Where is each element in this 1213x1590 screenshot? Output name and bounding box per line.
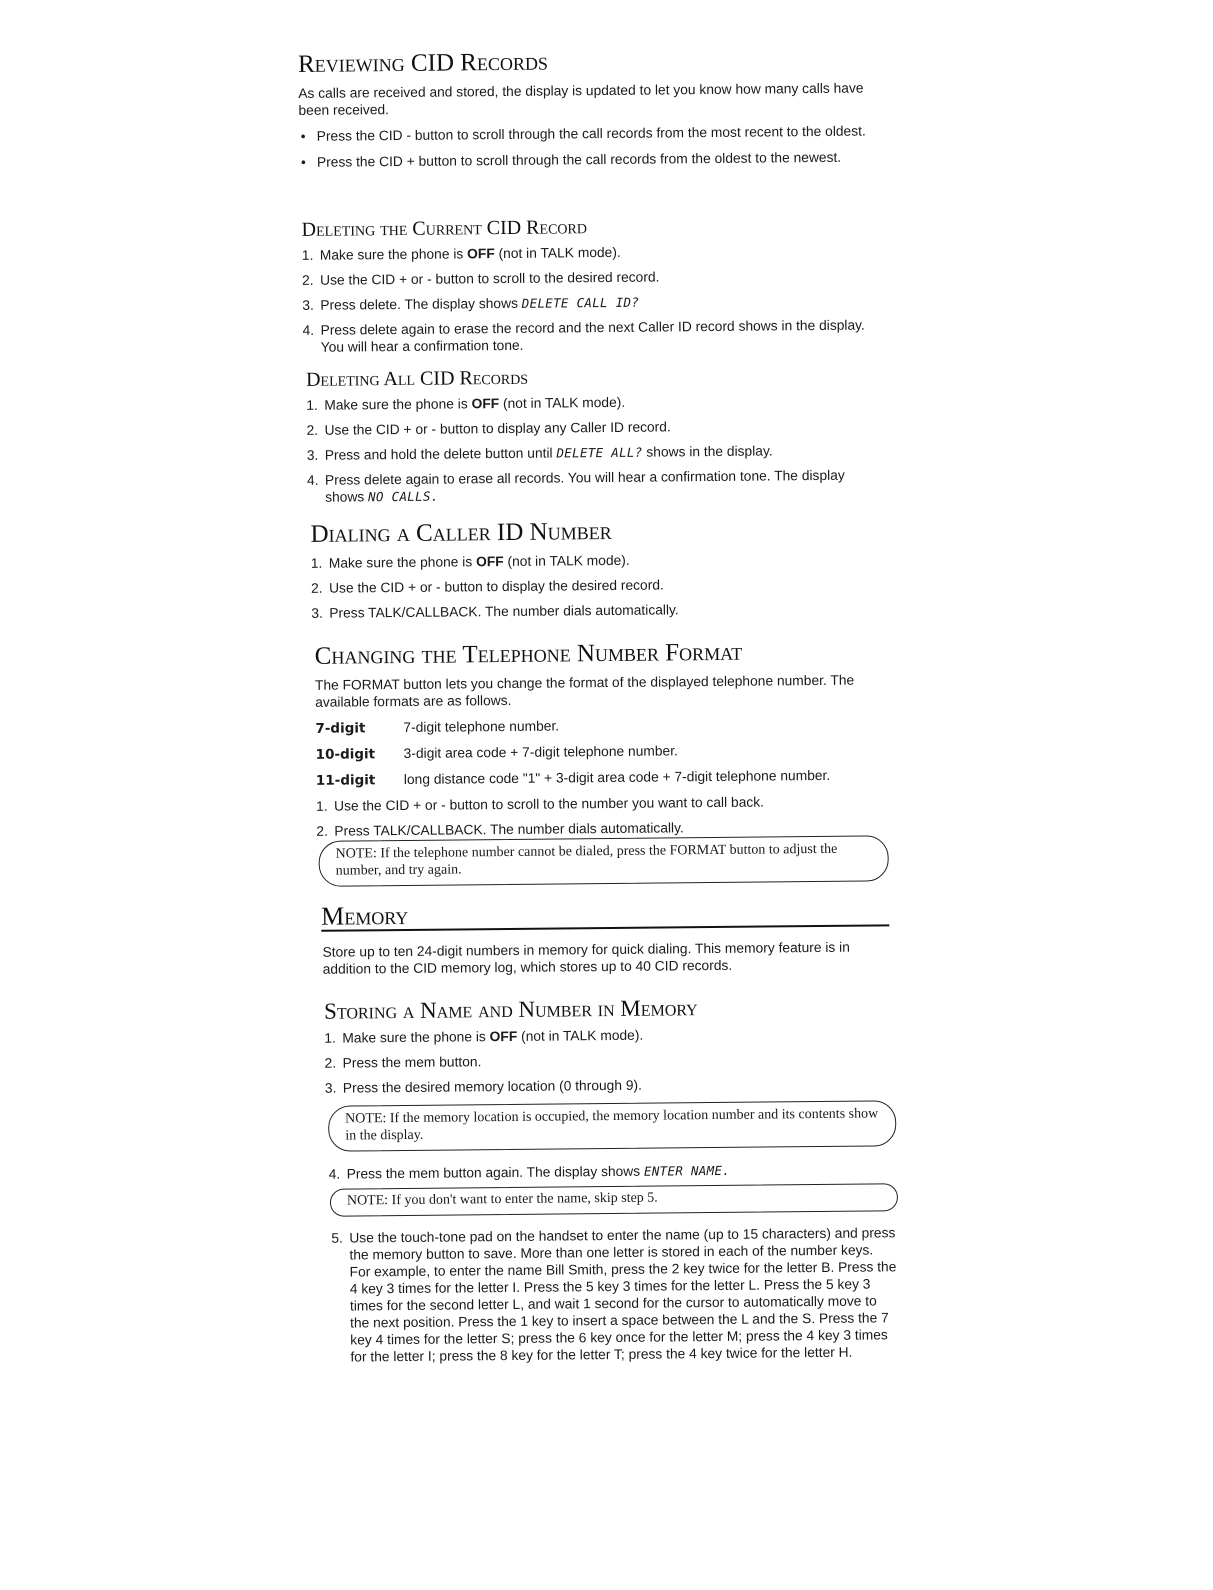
display-text: DELETE ALL? <box>556 444 643 461</box>
heading-memory: Memory <box>321 900 409 931</box>
heading-delete-all: Deleting All CID Records <box>305 366 529 391</box>
list-item: 2. Press the mem button. <box>324 1054 482 1072</box>
storing-steps-cont <box>329 1160 899 1182</box>
memory-intro-block <box>322 938 890 986</box>
format-row: 10-digit 3-digit area code + 7-digit telephone number. <box>315 742 678 763</box>
reviewing-bullets <box>299 122 874 171</box>
format-intro: The FORMAT button lets you change the format of the displayed telephone number. The available formats are as follows. <box>314 672 855 710</box>
list-item: 3. Press delete. The display shows DELETE CALL ID? <box>302 294 640 313</box>
format-row: 11-digit long distance code "1" + 3-digit area code + 7-digit telephone number. <box>315 767 831 789</box>
list-item: 3. Press TALK/CALLBACK. The number dials automatically. <box>311 601 679 621</box>
list-item: 1. Make sure the phone is OFF (not in TALK mode). <box>306 394 626 413</box>
heading-delete-current: Deleting the Current CID Record <box>301 216 588 241</box>
heading-storing: Storing a Name and Number in Memory <box>323 995 698 1024</box>
display-text: DELETE CALL ID? <box>521 294 640 311</box>
delete-current-steps <box>302 241 878 356</box>
list-item: 1. Make sure the phone is OFF (not in TALK mode). <box>324 1027 644 1047</box>
storing-step-5-block <box>331 1224 898 1373</box>
dialing-steps <box>311 549 887 622</box>
section-delete-current <box>302 213 878 364</box>
list-item: 1. Use the CID + or - button to scroll to the number you want to call back. <box>316 794 765 814</box>
section-memory <box>321 897 889 937</box>
heading-dialing: Dialing a Caller ID Number <box>310 517 612 548</box>
list-item: 2. Use the CID + or - button to scroll to the desired record. <box>302 269 660 288</box>
list-item: 4. Press delete again to erase all records. You will hear a confirmation tone. The display shows NO CALLS. <box>306 467 845 505</box>
list-item: 1. Make sure the phone is OFF (not in TALK mode). <box>301 244 621 263</box>
list-item: 2. Use the CID + or - button to display any Caller ID record. <box>306 419 671 438</box>
heading-reviewing: Reviewing CID Records <box>297 48 549 78</box>
reviewing-intro: As calls are received and stored, the display is updated to let you know how many calls have been received. <box>298 80 864 118</box>
list-item: 5. Use the touch-tone pad on the handset to enter the name (up to 15 characters) and press the memory button to save. More than one letter is stored in each of the number keys. For example, to enter the name Bill Smith, press the 2 key twice for the letter B. Press the 4 key 3 times for the letter I. Press the 5 key 3 times for the letter L. Press the 5 key 3 times for the second letter L, and wait 1 second for the cursor to automatically move to the next position. Press the 1 key to insert a space between the L and the S. Press the 7 key 4 times for the letter S; press the 6 key once for the letter M; press the 4 key 3 times for the letter I; press the 8 key for the letter T; press the 4 key twice for the letter H. <box>331 1225 897 1365</box>
storing-steps <box>324 1025 895 1097</box>
display-text: ENTER NAME. <box>643 1162 731 1179</box>
memory-intro: Store up to ten 24-digit numbers in memory for quick dialing. This memory feature is in addition to the CID memory log, which stores up to 40 CID records. <box>322 939 850 977</box>
section-dialing <box>310 515 886 629</box>
heading-format: Changing the Telephone Number Format <box>314 638 743 670</box>
list-item: 3. Press the desired memory location (0 through 9). <box>324 1078 642 1097</box>
storing-note-1: NOTE: If the memory location is occupied, the memory location number and its contents show in the display. <box>328 1100 896 1151</box>
list-item: 3. Press and hold the delete button until DELETE ALL? shows in the display. <box>306 443 773 463</box>
list-item: 4. Press delete again to erase the record and the next Caller ID record shows in the display. You will hear a confirmation tone. <box>302 317 865 355</box>
bullet-icon: • <box>300 128 306 144</box>
section-reviewing <box>298 45 874 179</box>
list-item: 2. Press TALK/CALLBACK. The number dials automatically. <box>316 819 684 839</box>
bullet-icon: • <box>300 154 306 170</box>
format-row: 7-digit 7-digit telephone number. <box>315 717 560 737</box>
section-delete-all <box>306 363 882 514</box>
list-item: 4. Press the mem button again. The display shows ENTER NAME. <box>328 1162 731 1182</box>
list-item: • Press the CID + button to scroll through the call records from the oldest to the newest. <box>300 149 842 170</box>
section-format <box>315 637 892 847</box>
format-steps <box>316 792 891 840</box>
section-storing <box>324 993 895 1105</box>
delete-all-steps <box>306 391 882 506</box>
list-item: 1. Make sure the phone is OFF (not in TALK mode). <box>310 552 630 571</box>
format-note: NOTE: If the telephone number cannot be dialed, press the FORMAT button to adjust the number, and try again. <box>318 835 888 886</box>
list-item: • Press the CID - button to scroll through the call records from the most recent to the oldest. <box>300 123 866 144</box>
storing-note-2: NOTE: If you don't want to enter the name, skip step 5. <box>330 1183 898 1216</box>
display-text: NO CALLS. <box>368 488 439 505</box>
storing-steps-final <box>331 1224 898 1365</box>
list-item: 2. Use the CID + or - button to display the desired record. <box>310 576 664 596</box>
